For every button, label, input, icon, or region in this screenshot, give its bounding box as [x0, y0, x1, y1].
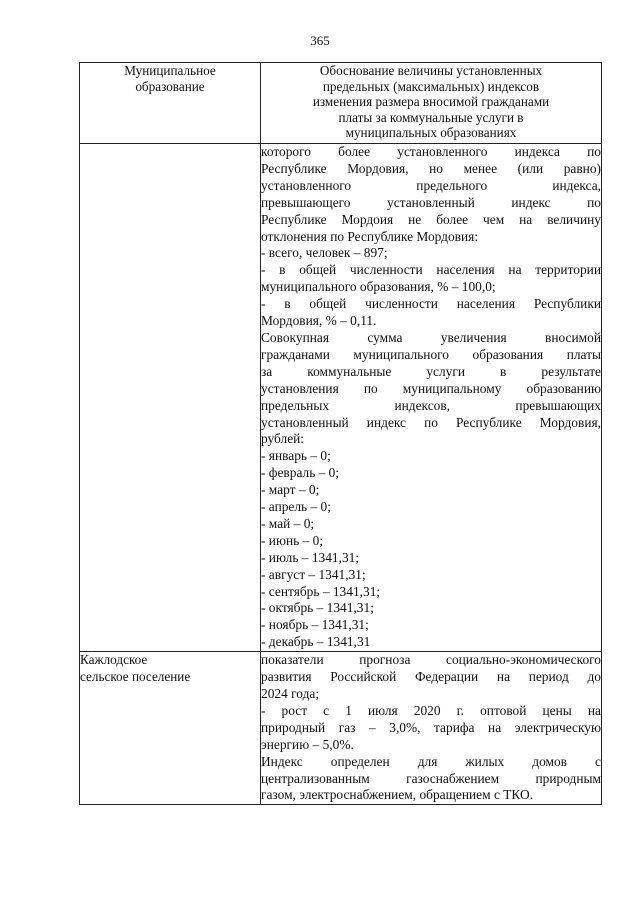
- text-line: - в общей численности населения Республики: [261, 296, 601, 312]
- text-line: - декабрь – 1341,31: [261, 634, 371, 650]
- header-justification-line: предельных (максимальных) индексов: [322, 78, 540, 94]
- header-justification-line: муниципальных образованиях: [345, 125, 517, 141]
- text-line: - август – 1341,31;: [261, 566, 366, 582]
- header-municipality: [80, 63, 261, 144]
- text-line: - апрель – 0;: [261, 499, 331, 515]
- text-line: установления по муниципальному образованию: [261, 380, 601, 396]
- text-line: превышающего установленный индекс по: [261, 194, 601, 210]
- text-line: гражданами муниципального образования платы: [261, 346, 601, 362]
- justification-table: [79, 62, 602, 805]
- text-line: которого более установленного индекса по: [261, 144, 601, 159]
- header-justification-line: Обоснование величины установленных: [319, 63, 543, 78]
- text-line: - май – 0;: [261, 515, 315, 531]
- municipality-cell-empty: [80, 144, 261, 652]
- municipality-name-line: сельское поселение: [80, 668, 191, 684]
- text-line: - октябрь – 1341,31;: [261, 600, 374, 616]
- text-line: - в общей численности населения на территории: [261, 262, 601, 278]
- text-line: 2024 года;: [261, 686, 320, 701]
- table-header-row: [80, 63, 602, 144]
- table-row-kazhlodskoe: [80, 652, 602, 805]
- table-row-continuation: [80, 144, 602, 652]
- header-municipality-line: образование: [135, 78, 205, 94]
- text-line: природный газ – 3,0%, тарифа на электрическую: [261, 719, 601, 735]
- text-line: Мордовия, % – 0,11.: [261, 313, 377, 329]
- municipality-cell: [80, 652, 261, 805]
- text-line: - всего, человек – 897;: [261, 245, 388, 261]
- text-line: - февраль – 0;: [261, 465, 340, 481]
- text-line: показатели прогноза социально-экономического: [261, 652, 601, 668]
- text-line: - июль – 1341,31;: [261, 549, 360, 565]
- text-line: муниципального образования, % – 100,0;: [261, 279, 496, 295]
- justification-text-cell: [261, 144, 602, 652]
- text-line: газом, электроснабжением, обращением с ТКО.: [261, 787, 534, 803]
- page-number: 365: [310, 33, 330, 48]
- text-line: предельных индексов, превышающих: [261, 397, 601, 413]
- text-line: - март – 0;: [261, 482, 320, 498]
- text-line: рублей:: [261, 431, 305, 447]
- municipality-name-line: Кажлодское: [80, 652, 148, 668]
- text-line: Совокупная сумма увеличения вносимой: [261, 329, 601, 345]
- text-line: Республике Мордовия, но менее (или равно): [261, 160, 601, 176]
- header-justification-line: изменения размера вносимой гражданами: [312, 94, 550, 110]
- text-line: установленного предельного индекса,: [261, 177, 601, 193]
- text-line: - июнь – 0;: [261, 532, 324, 548]
- text-line: - ноябрь – 1341,31;: [261, 617, 369, 633]
- header-justification: [261, 63, 602, 144]
- header-justification-line: платы за коммунальные услуги в: [338, 109, 524, 125]
- header-municipality-line: Муниципальное: [124, 63, 216, 78]
- text-line: энергию – 5,0%.: [261, 736, 354, 752]
- text-line: развития Российской Федерации на период до: [261, 669, 601, 685]
- text-line: - сентябрь – 1341,31;: [261, 583, 381, 599]
- text-line: за коммунальные услуги в результате: [261, 363, 601, 379]
- text-line: централизованным газоснабжением природным: [261, 770, 601, 786]
- text-line: - январь – 0;: [261, 448, 331, 464]
- text-line: отклонения по Республике Мордовия:: [261, 228, 479, 244]
- text-line: Индекс определен для жилых домов с: [261, 753, 601, 769]
- text-line: Республике Мордоия не более чем на величину: [261, 211, 601, 227]
- text-line: установленный индекс по Республике Мордовия,: [261, 414, 601, 430]
- text-line: - рост с 1 июля 2020 г. оптовой цены на: [261, 702, 601, 718]
- justification-text-cell: [261, 652, 602, 805]
